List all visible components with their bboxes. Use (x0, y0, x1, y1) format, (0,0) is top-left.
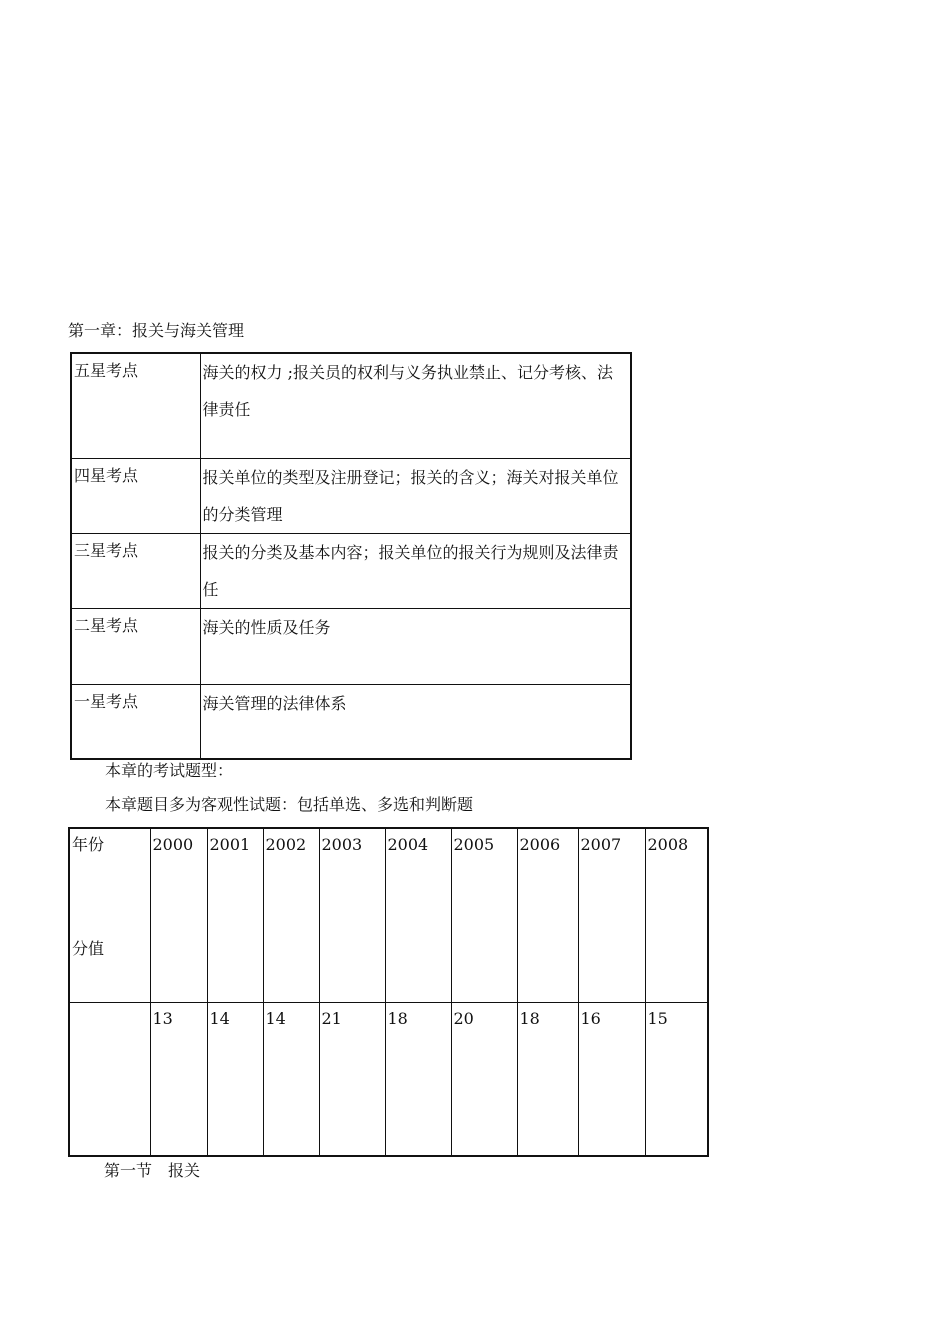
star-level-cell: 三星考点 (71, 533, 200, 608)
year-cell: 2005 (451, 828, 517, 1002)
table-row (71, 684, 631, 759)
score-cell: 13 (150, 1002, 207, 1156)
table-row (69, 828, 708, 1002)
star-level-cell: 五星考点 (71, 353, 200, 458)
table-row (71, 533, 631, 608)
year-cell: 2004 (385, 828, 451, 1002)
table-row (71, 353, 631, 458)
star-content-cell: 海关的权力 ;报关员的权利与义务执业禁止、记分考核、法律责任 (200, 353, 631, 458)
year-cell: 2002 (263, 828, 319, 1002)
score-cell: 14 (263, 1002, 319, 1156)
year-cell: 2003 (319, 828, 385, 1002)
year-cell: 2006 (517, 828, 578, 1002)
year-cell: 2008 (645, 828, 708, 1002)
table-row (71, 458, 631, 533)
star-content-cell: 报关的分类及基本内容；报关单位的报关行为规则及法律责任 (200, 533, 631, 608)
table-row (71, 608, 631, 684)
score-cell: 20 (451, 1002, 517, 1156)
section-title: 第一节 报关 (104, 1161, 201, 1180)
year-cell: 2007 (578, 828, 645, 1002)
year-header: 年份 (72, 835, 105, 854)
score-cell: 21 (319, 1002, 385, 1156)
year-cell: 2000 (150, 828, 207, 1002)
star-content-cell: 海关管理的法律体系 (200, 684, 631, 759)
table-row (69, 1002, 708, 1156)
star-points-table (70, 352, 632, 760)
star-level-cell: 一星考点 (71, 684, 200, 759)
empty-cell (69, 1002, 150, 1156)
star-level-cell: 二星考点 (71, 608, 200, 684)
exam-type-label: 本章的考试题型： (105, 761, 234, 780)
year-cell: 2001 (207, 828, 263, 1002)
chapter-title: 第一章：报关与海关管理 (68, 321, 245, 340)
star-content-cell: 报关单位的类型及注册登记；报关的含义；海关对报关单位的分类管理 (200, 458, 631, 533)
score-cell: 16 (578, 1002, 645, 1156)
score-cell: 18 (385, 1002, 451, 1156)
score-header: 分值 (72, 939, 105, 958)
score-table (68, 827, 709, 1157)
star-level-cell: 四星考点 (71, 458, 200, 533)
score-cell: 14 (207, 1002, 263, 1156)
score-cell: 18 (517, 1002, 578, 1156)
score-cell: 15 (645, 1002, 708, 1156)
star-content-cell: 海关的性质及任务 (200, 608, 631, 684)
exam-type-description: 本章题目多为客观性试题：包括单选、多选和判断题 (105, 795, 474, 814)
header-cell (69, 828, 150, 1002)
